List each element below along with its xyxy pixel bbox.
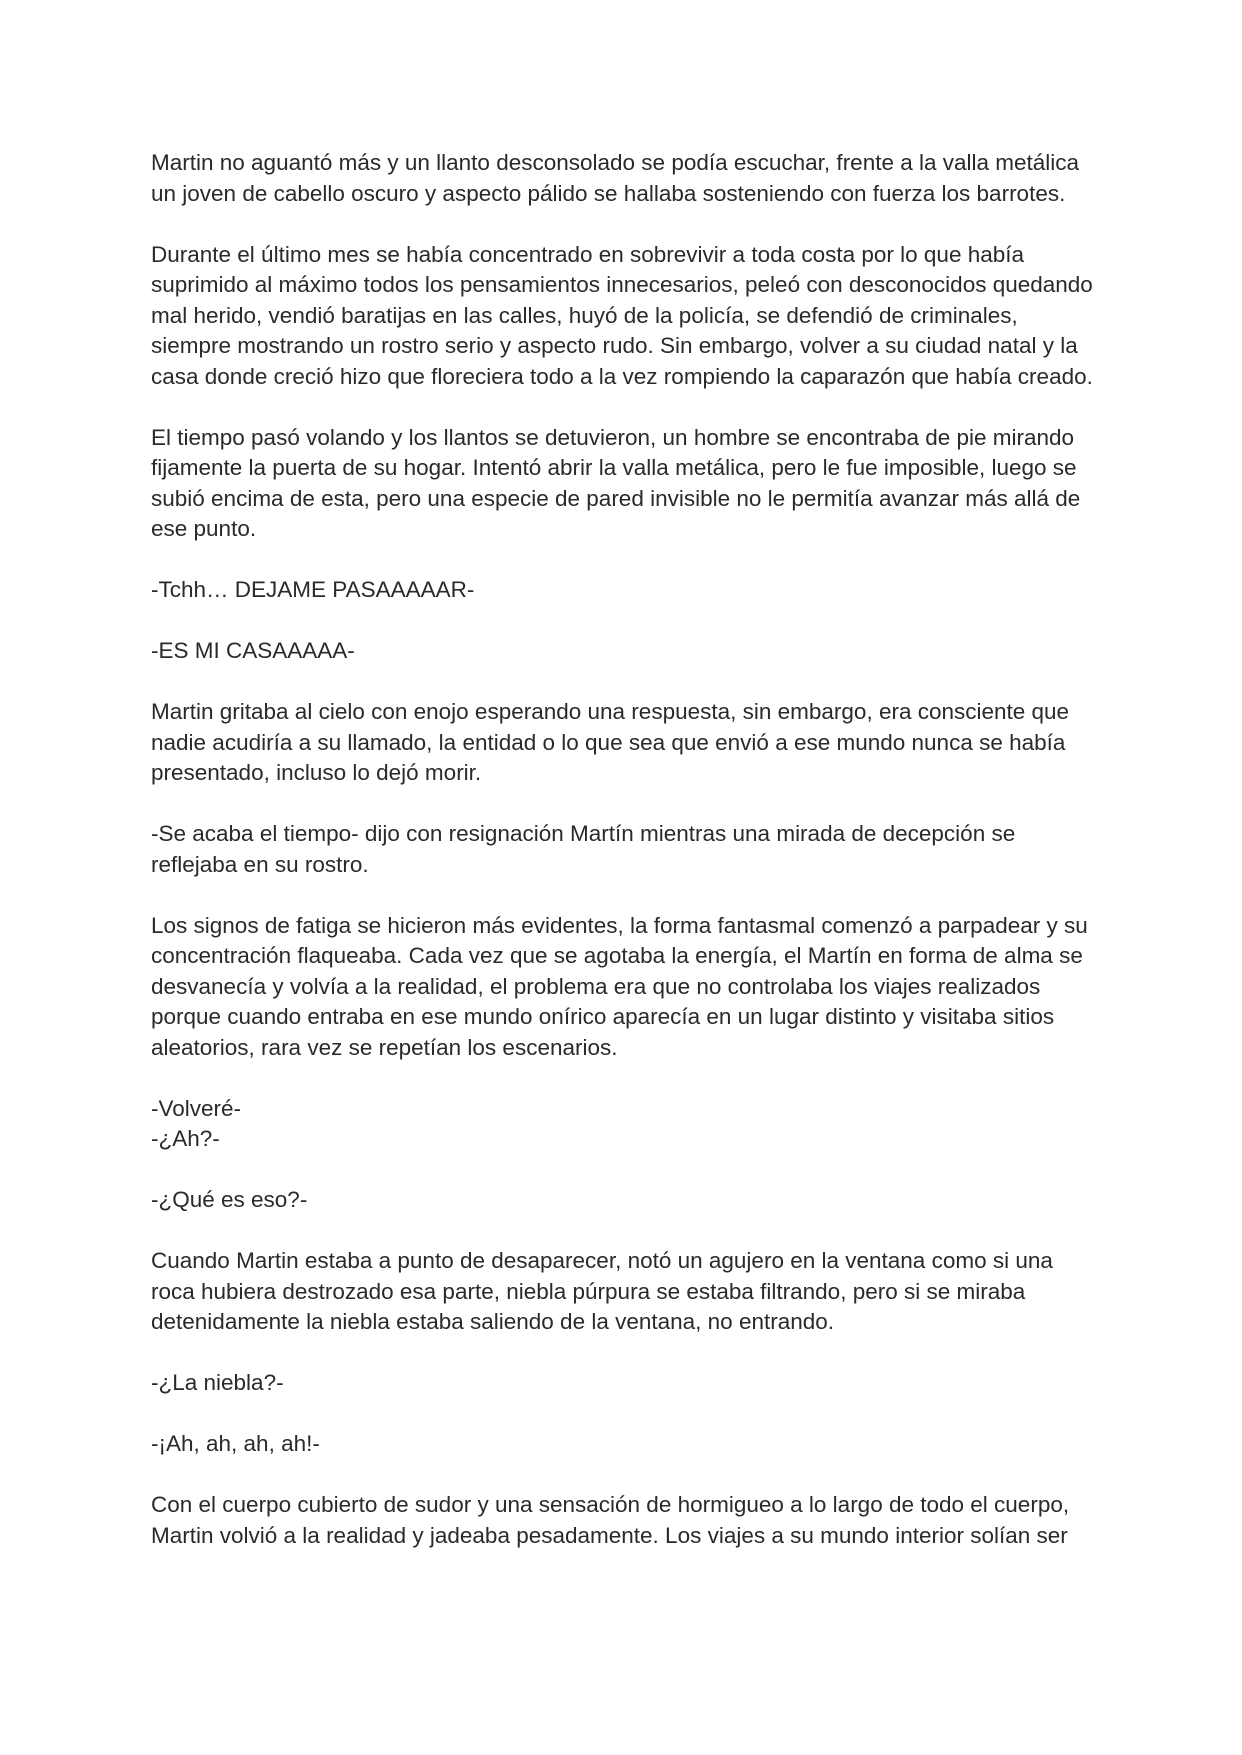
- dialogue-line-5: -¿Ah?-: [151, 1126, 220, 1151]
- paragraph-2: Durante el último mes se había concentrado en sobrevivir a toda costa por lo que había suprimido al máximo todos los pensamientos innecesarios, peleó con desconocidos quedando mal herido, vendió baratijas en las calles, huyó de la policía, se defendió de criminales, siempre mostrando un rostro serio y aspecto rudo. Sin embargo, volver a su ciudad natal y la casa donde creció hizo que floreciera todo a la vez rompiendo la caparazón que había creado.: [151, 241, 1093, 389]
- dialogue-line-2: -ES MI CASAAAAA-: [151, 638, 355, 663]
- paragraph-7: Con el cuerpo cubierto de sudor y una sensación de hormigueo a lo largo de todo el cuerpo, Martin volvió a la realidad y jadeaba pesadamente. Los viajes a su mundo interior solían ser: [151, 1492, 1070, 1548]
- paragraph-4: Martin gritaba al cielo con enojo esperando una respuesta, sin embargo, era consciente que nadie acudiría a su llamado, la entidad o lo que sea que envió a ese mundo nunca se había presentado, incluso lo dejó morir.: [151, 699, 1070, 785]
- paragraph-5: Los signos de fatiga se hicieron más evidentes, la forma fantasmal comenzó a parpadear y su concentración flaqueaba. Cada vez que se agotaba la energía, el Martín en forma de alma se desvanecía y volvía a la realidad, el problema era que no controlaba los viajes realizados porque cuando entraba en ese mundo onírico aparecía en un lugar distinto y visitaba sitios aleatorios, rara vez se repetían los escenarios.: [151, 912, 1088, 1060]
- dialogue-line-3: -Se acaba el tiempo- dijo con resignación Martín mientras una mirada de decepción se reflejaba en su rostro.: [151, 821, 1016, 877]
- document-body: [151, 148, 1101, 1582]
- paragraph-3: El tiempo pasó volando y los llantos se detuvieron, un hombre se encontraba de pie mirando fijamente la puerta de su hogar. Intentó abrir la valla metálica, pero le fue imposible, luego se subió encima de esta, pero una especie de pared invisible no le permitía avanzar más allá de ese punto.: [151, 424, 1081, 541]
- dialogue-line-1: -Tchh… DEJAME PASAAAAAR-: [151, 577, 475, 602]
- paragraph-1: Martin no aguantó más y un llanto desconsolado se podía escuchar, frente a la valla metálica un joven de cabello oscuro y aspecto pálido se hallaba sosteniendo con fuerza los barrotes.: [151, 150, 1080, 206]
- paragraph-6: Cuando Martin estaba a punto de desaparecer, notó un agujero en la ventana como si una roca hubiera destrozado esa parte, niebla púrpura se estaba filtrando, pero si se miraba detenidamente la niebla estaba saliendo de la ventana, no entrando.: [151, 1248, 1053, 1334]
- dialogue-line-4: -Volveré-: [151, 1095, 242, 1121]
- dialogue-line-7: -¿La niebla?-: [151, 1370, 284, 1395]
- dialogue-line-6: -¿Qué es eso?-: [151, 1187, 308, 1212]
- dialogue-line-8: -¡Ah, ah, ah, ah!-: [151, 1431, 320, 1456]
